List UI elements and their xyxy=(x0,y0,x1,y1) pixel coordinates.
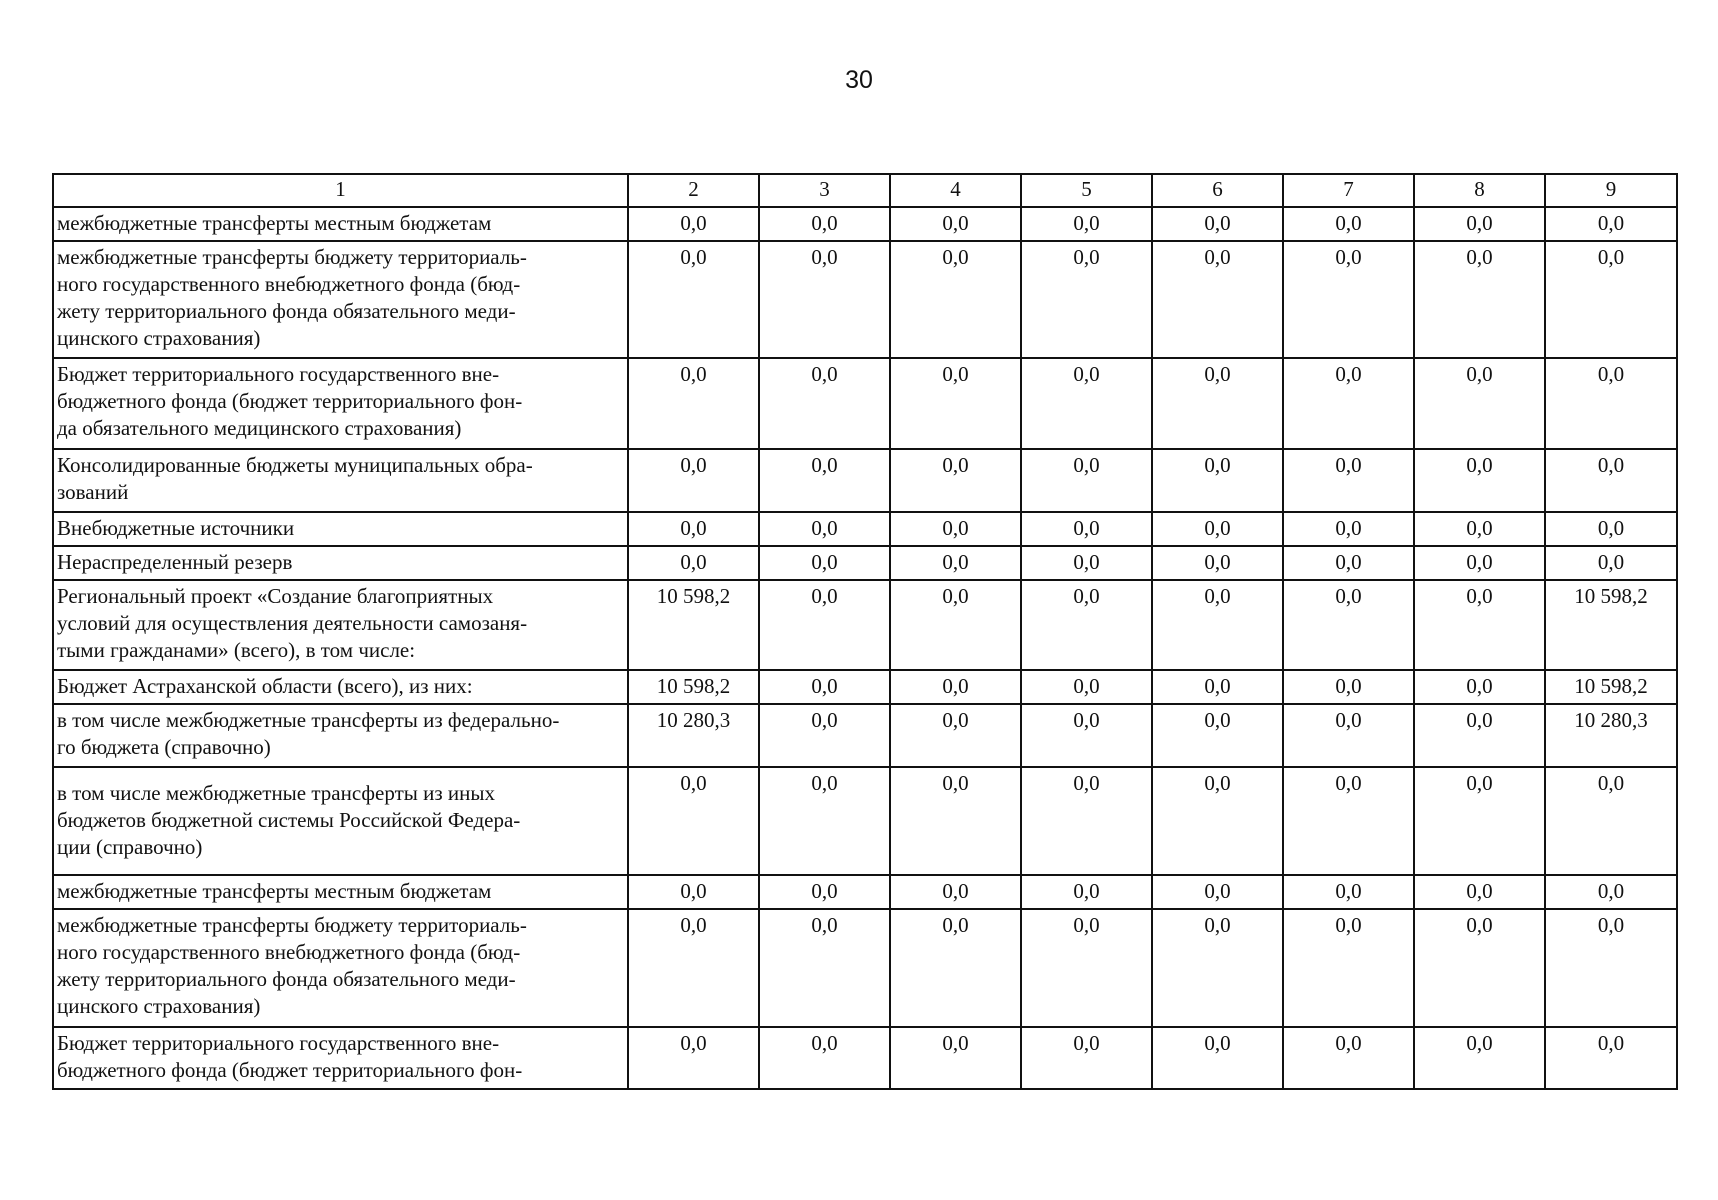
value-cell: 0,0 xyxy=(1414,512,1545,546)
table-row xyxy=(53,1027,1677,1089)
table-row xyxy=(53,580,1677,670)
column-header: 5 xyxy=(1021,174,1152,207)
value-cell: 0,0 xyxy=(1021,207,1152,241)
value-cell: 0,0 xyxy=(759,580,890,670)
value-cell: 0,0 xyxy=(1152,704,1283,767)
table-row xyxy=(53,670,1677,704)
row-label: Бюджет Астраханской области (всего), из них: xyxy=(53,670,628,704)
value-cell: 0,0 xyxy=(1283,358,1414,449)
value-cell: 10 598,2 xyxy=(628,670,759,704)
value-cell: 0,0 xyxy=(1545,909,1677,1027)
value-cell: 0,0 xyxy=(1414,580,1545,670)
value-cell: 0,0 xyxy=(1414,358,1545,449)
table-row xyxy=(53,449,1677,512)
value-cell: 0,0 xyxy=(890,670,1021,704)
value-cell: 0,0 xyxy=(1283,1027,1414,1089)
value-cell: 0,0 xyxy=(1021,241,1152,358)
value-cell: 0,0 xyxy=(1283,207,1414,241)
value-cell: 0,0 xyxy=(890,767,1021,875)
value-cell: 0,0 xyxy=(759,1027,890,1089)
value-cell: 0,0 xyxy=(1021,909,1152,1027)
table-row xyxy=(53,767,1677,875)
value-cell: 0,0 xyxy=(1545,358,1677,449)
value-cell: 0,0 xyxy=(1021,449,1152,512)
value-cell: 0,0 xyxy=(1545,546,1677,580)
value-cell: 0,0 xyxy=(628,1027,759,1089)
value-cell: 0,0 xyxy=(628,767,759,875)
value-cell: 0,0 xyxy=(1545,512,1677,546)
value-cell: 0,0 xyxy=(628,512,759,546)
value-cell: 0,0 xyxy=(1414,207,1545,241)
value-cell: 0,0 xyxy=(1414,449,1545,512)
value-cell: 0,0 xyxy=(1152,909,1283,1027)
table-body xyxy=(53,207,1677,1089)
column-header: 8 xyxy=(1414,174,1545,207)
value-cell: 0,0 xyxy=(1283,546,1414,580)
value-cell: 10 280,3 xyxy=(628,704,759,767)
value-cell: 0,0 xyxy=(1152,358,1283,449)
value-cell: 0,0 xyxy=(1152,512,1283,546)
table-row xyxy=(53,207,1677,241)
row-label: Консолидированные бюджеты муниципальных обра- зований xyxy=(53,449,628,512)
value-cell: 0,0 xyxy=(628,875,759,909)
value-cell: 0,0 xyxy=(759,358,890,449)
row-label: в том числе межбюджетные трансферты из федерально- го бюджета (справочно) xyxy=(53,704,628,767)
value-cell: 0,0 xyxy=(1021,767,1152,875)
value-cell: 0,0 xyxy=(1414,1027,1545,1089)
value-cell: 0,0 xyxy=(1152,449,1283,512)
value-cell: 0,0 xyxy=(1152,1027,1283,1089)
row-label: межбюджетные трансферты бюджету территориаль- ного государственного внебюджетного фонда (бюд- жету территориального фонда обязательного меди- цинского страхования) xyxy=(53,909,628,1027)
value-cell: 0,0 xyxy=(759,546,890,580)
row-label: межбюджетные трансферты местным бюджетам xyxy=(53,207,628,241)
table-row xyxy=(53,512,1677,546)
value-cell: 0,0 xyxy=(1152,875,1283,909)
value-cell: 0,0 xyxy=(1283,704,1414,767)
row-label: межбюджетные трансферты бюджету территориаль- ного государственного внебюджетного фонда (бюд- жету территориального фонда обязательного меди- цинского страхования) xyxy=(53,241,628,358)
value-cell: 0,0 xyxy=(890,207,1021,241)
value-cell: 0,0 xyxy=(890,512,1021,546)
value-cell: 0,0 xyxy=(1152,670,1283,704)
value-cell: 0,0 xyxy=(1545,241,1677,358)
column-header: 3 xyxy=(759,174,890,207)
value-cell: 0,0 xyxy=(1414,670,1545,704)
value-cell: 0,0 xyxy=(1021,704,1152,767)
column-header: 9 xyxy=(1545,174,1677,207)
row-label: в том числе межбюджетные трансферты из иных бюджетов бюджетной системы Российской Федера- ции (справочно) xyxy=(53,767,628,875)
table-row xyxy=(53,875,1677,909)
value-cell: 0,0 xyxy=(890,449,1021,512)
column-header: 4 xyxy=(890,174,1021,207)
value-cell: 0,0 xyxy=(890,358,1021,449)
row-label: Внебюджетные источники xyxy=(53,512,628,546)
column-header: 7 xyxy=(1283,174,1414,207)
value-cell: 0,0 xyxy=(759,512,890,546)
value-cell: 0,0 xyxy=(1283,241,1414,358)
value-cell: 0,0 xyxy=(1414,546,1545,580)
value-cell: 0,0 xyxy=(890,546,1021,580)
value-cell: 0,0 xyxy=(1152,546,1283,580)
table-row xyxy=(53,546,1677,580)
value-cell: 0,0 xyxy=(628,449,759,512)
value-cell: 0,0 xyxy=(759,241,890,358)
value-cell: 0,0 xyxy=(1021,875,1152,909)
value-cell: 0,0 xyxy=(1414,875,1545,909)
row-label: Нераспределенный резерв xyxy=(53,546,628,580)
value-cell: 0,0 xyxy=(1414,704,1545,767)
value-cell: 0,0 xyxy=(759,767,890,875)
value-cell: 0,0 xyxy=(890,875,1021,909)
value-cell: 0,0 xyxy=(759,704,890,767)
value-cell: 0,0 xyxy=(628,909,759,1027)
value-cell: 0,0 xyxy=(759,449,890,512)
value-cell: 0,0 xyxy=(890,909,1021,1027)
row-label: Бюджет территориального государственного вне- бюджетного фонда (бюджет территориального фон- xyxy=(53,1027,628,1089)
value-cell: 0,0 xyxy=(1283,875,1414,909)
value-cell: 0,0 xyxy=(1283,909,1414,1027)
column-header: 1 xyxy=(53,174,628,207)
row-label: Региональный проект «Создание благоприятных условий для осуществления деятельности самозаня- тыми гражданами» (всего), в том числе: xyxy=(53,580,628,670)
budget-table xyxy=(52,173,1678,1090)
value-cell: 0,0 xyxy=(1283,767,1414,875)
value-cell: 0,0 xyxy=(890,704,1021,767)
column-header: 6 xyxy=(1152,174,1283,207)
value-cell: 0,0 xyxy=(759,875,890,909)
value-cell: 0,0 xyxy=(1152,580,1283,670)
value-cell: 0,0 xyxy=(1545,767,1677,875)
value-cell: 0,0 xyxy=(1545,875,1677,909)
table-row xyxy=(53,358,1677,449)
value-cell: 0,0 xyxy=(1545,449,1677,512)
value-cell: 0,0 xyxy=(890,1027,1021,1089)
value-cell: 0,0 xyxy=(890,580,1021,670)
value-cell: 0,0 xyxy=(1545,207,1677,241)
value-cell: 0,0 xyxy=(1021,512,1152,546)
header-row xyxy=(53,174,1677,207)
value-cell: 10 598,2 xyxy=(628,580,759,670)
value-cell: 0,0 xyxy=(1283,449,1414,512)
value-cell: 0,0 xyxy=(1414,241,1545,358)
value-cell: 0,0 xyxy=(759,670,890,704)
value-cell: 0,0 xyxy=(1283,580,1414,670)
value-cell: 0,0 xyxy=(1283,670,1414,704)
value-cell: 0,0 xyxy=(628,358,759,449)
table-row xyxy=(53,241,1677,358)
value-cell: 0,0 xyxy=(1021,546,1152,580)
value-cell: 10 280,3 xyxy=(1545,704,1677,767)
table-row xyxy=(53,704,1677,767)
value-cell: 0,0 xyxy=(759,207,890,241)
value-cell: 0,0 xyxy=(890,241,1021,358)
value-cell: 0,0 xyxy=(1021,358,1152,449)
row-label: Бюджет территориального государственного вне- бюджетного фонда (бюджет территориального фон- да обязательного медицинского страхования) xyxy=(53,358,628,449)
page-number: 30 xyxy=(845,66,873,94)
value-cell: 0,0 xyxy=(1152,767,1283,875)
value-cell: 0,0 xyxy=(1152,207,1283,241)
value-cell: 0,0 xyxy=(628,207,759,241)
row-label: межбюджетные трансферты местным бюджетам xyxy=(53,875,628,909)
value-cell: 0,0 xyxy=(1545,1027,1677,1089)
value-cell: 10 598,2 xyxy=(1545,580,1677,670)
value-cell: 0,0 xyxy=(1414,909,1545,1027)
value-cell: 0,0 xyxy=(1283,512,1414,546)
value-cell: 0,0 xyxy=(628,546,759,580)
value-cell: 0,0 xyxy=(1021,670,1152,704)
column-header: 2 xyxy=(628,174,759,207)
value-cell: 10 598,2 xyxy=(1545,670,1677,704)
value-cell: 0,0 xyxy=(628,241,759,358)
table-row xyxy=(53,909,1677,1027)
value-cell: 0,0 xyxy=(1414,767,1545,875)
value-cell: 0,0 xyxy=(1021,1027,1152,1089)
value-cell: 0,0 xyxy=(759,909,890,1027)
value-cell: 0,0 xyxy=(1021,580,1152,670)
value-cell: 0,0 xyxy=(1152,241,1283,358)
